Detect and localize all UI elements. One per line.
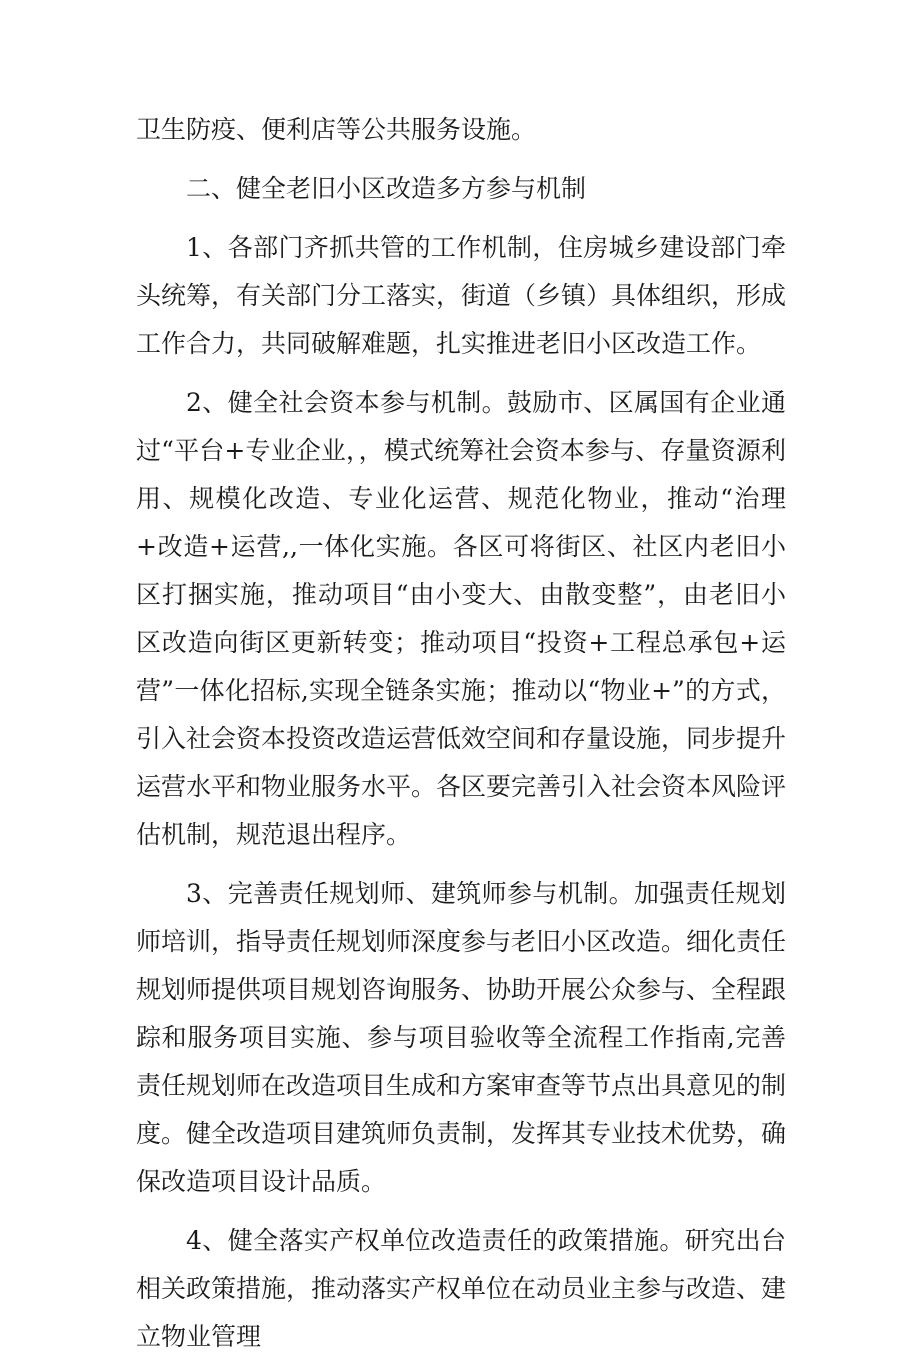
paragraph-item-4: 4、健全落实产权单位改造责任的政策措施。研究出台相关政策措施，推动落实产权单位在动员业主参与改造、建立物业管理 bbox=[136, 1226, 787, 1351]
document-body bbox=[136, 106, 786, 1372]
section-heading: 二、健全老旧小区改造多方参与机制 bbox=[186, 174, 587, 203]
paragraph-item-1: 1、各部门齐抓共管的工作机制，住房城乡建设部门牵头统筹，有关部门分工落实，街道（乡镇）具体组织，形成工作合力，共同破解难题，扎实推进老旧小区改造工作。 bbox=[136, 233, 787, 358]
paragraph-item-2: 2、健全社会资本参与机制。鼓励市、区属国有企业通过“平台+专业企业，，模式统筹社会资本参与、存量资源利用、规模化改造、专业化运营、规范化物业，推动“治理+改造+运营,,一体化实施。各区可将街区、社区内老旧小区打捆实施，推动项目“由小变大、由散变整”，由老旧小区改造向街区更新转变；推动项目“投资+工程总承包+运营”一体化招标,实现全链条实施；推动以“物业+”的方式，引入社会资本投资改造运营低效空间和存量设施，同步提升运营水平和物业服务水平。各区要完善引入社会资本风险评估机制，规范退出程序。 bbox=[136, 388, 787, 849]
paragraph-continuation: 卫生防疫、便利店等公共服务设施。 bbox=[136, 115, 537, 144]
paragraph-item-3: 3、完善责任规划师、建筑师参与机制。加强责任规划师培训，指导责任规划师深度参与老旧小区改造。细化责任规划师提供项目规划咨询服务、协助开展公众参与、全程跟踪和服务项目实施、参与项目验收等全流程工作指南,完善责任规划师在改造项目生成和方案审查等节点出具意见的制度。健全改造项目建筑师负责制，发挥其专业技术优势，确保改造项目设计品质。 bbox=[136, 879, 787, 1196]
